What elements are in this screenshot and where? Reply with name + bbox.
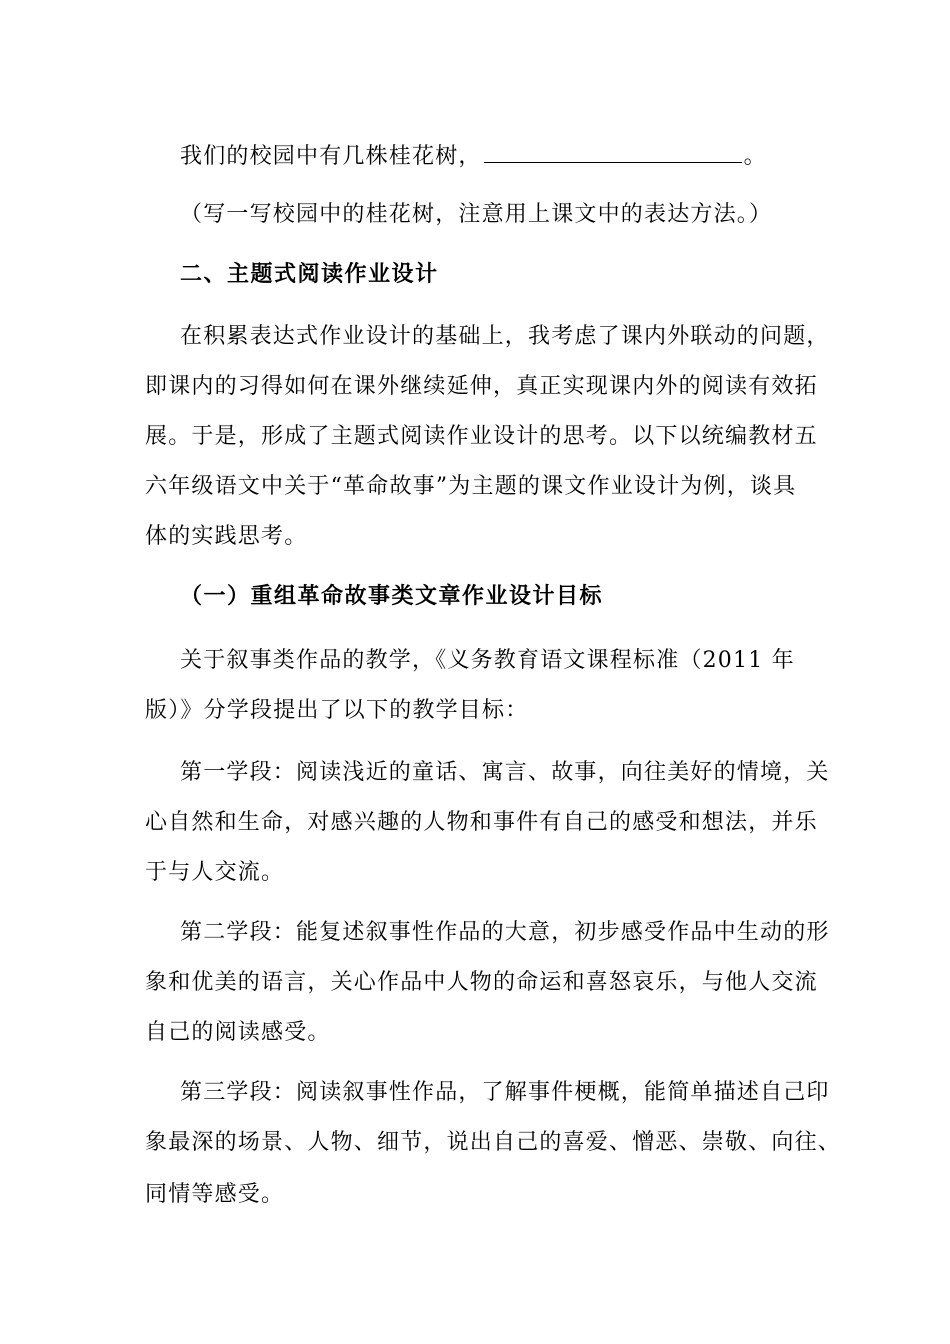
paragraph-line: 于与人交流。 <box>145 860 285 885</box>
fill-in-sentence <box>180 140 767 172</box>
subsection-heading: （一）重组革命故事类文章作业设计目标 <box>180 584 604 609</box>
paragraph-line: 第一学段：阅读浅近的童话、寓言、故事，向往美好的情境，关 <box>180 760 830 785</box>
fill-in-text-before: 我们的校园中有几株桂花树， <box>180 144 482 169</box>
paragraph-line: 关于叙事类作品的教学，《义务教育语文课程标准（2011 年 <box>180 648 795 673</box>
instruction-text: （写一写校园中的桂花树，注意用上课文中的表达方法。） <box>180 202 773 227</box>
paragraph-line: 展。于是，形成了主题式阅读作业设计的思考。以下以统编教材五 <box>145 424 818 449</box>
paragraph-line: 六年级语文中关于“革命故事”为主题的课文作业设计为例，谈具 <box>145 474 797 499</box>
paragraph-line: 同情等感受。 <box>145 1182 285 1207</box>
paragraph-line: 象最深的场景、人物、细节，说出自己的喜爱、憎恶、崇敬、向往、 <box>145 1130 842 1155</box>
paragraph-line: 体的实践思考。 <box>145 524 308 549</box>
paragraph-line: 第二学段：能复述叙事性作品的大意，初步感受作品中生动的形 <box>180 920 830 945</box>
paragraph-line: 象和优美的语言，关心作品中人物的命运和喜怒哀乐，与他人交流 <box>145 970 818 995</box>
paragraph-line: 即课内的习得如何在课外继续延伸，真正实现课内外的阅读有效拓 <box>145 374 818 399</box>
paragraph-line: 第三学段：阅读叙事性作品，了解事件梗概，能简单描述自己印 <box>180 1080 830 1105</box>
paragraph-line: 心自然和生命，对感兴趣的人物和事件有自己的感受和想法，并乐 <box>145 810 818 835</box>
fill-in-blank <box>484 140 742 163</box>
section-heading: 二、主题式阅读作业设计 <box>180 262 439 287</box>
paragraph-line: 自己的阅读感受。 <box>145 1020 331 1045</box>
paragraph-line: 版）》分学段提出了以下的教学目标： <box>145 698 529 723</box>
paragraph-line: 在积累表达式作业设计的基础上，我考虑了课内外联动的问题， <box>180 324 830 349</box>
fill-in-text-after: 。 <box>743 144 767 169</box>
